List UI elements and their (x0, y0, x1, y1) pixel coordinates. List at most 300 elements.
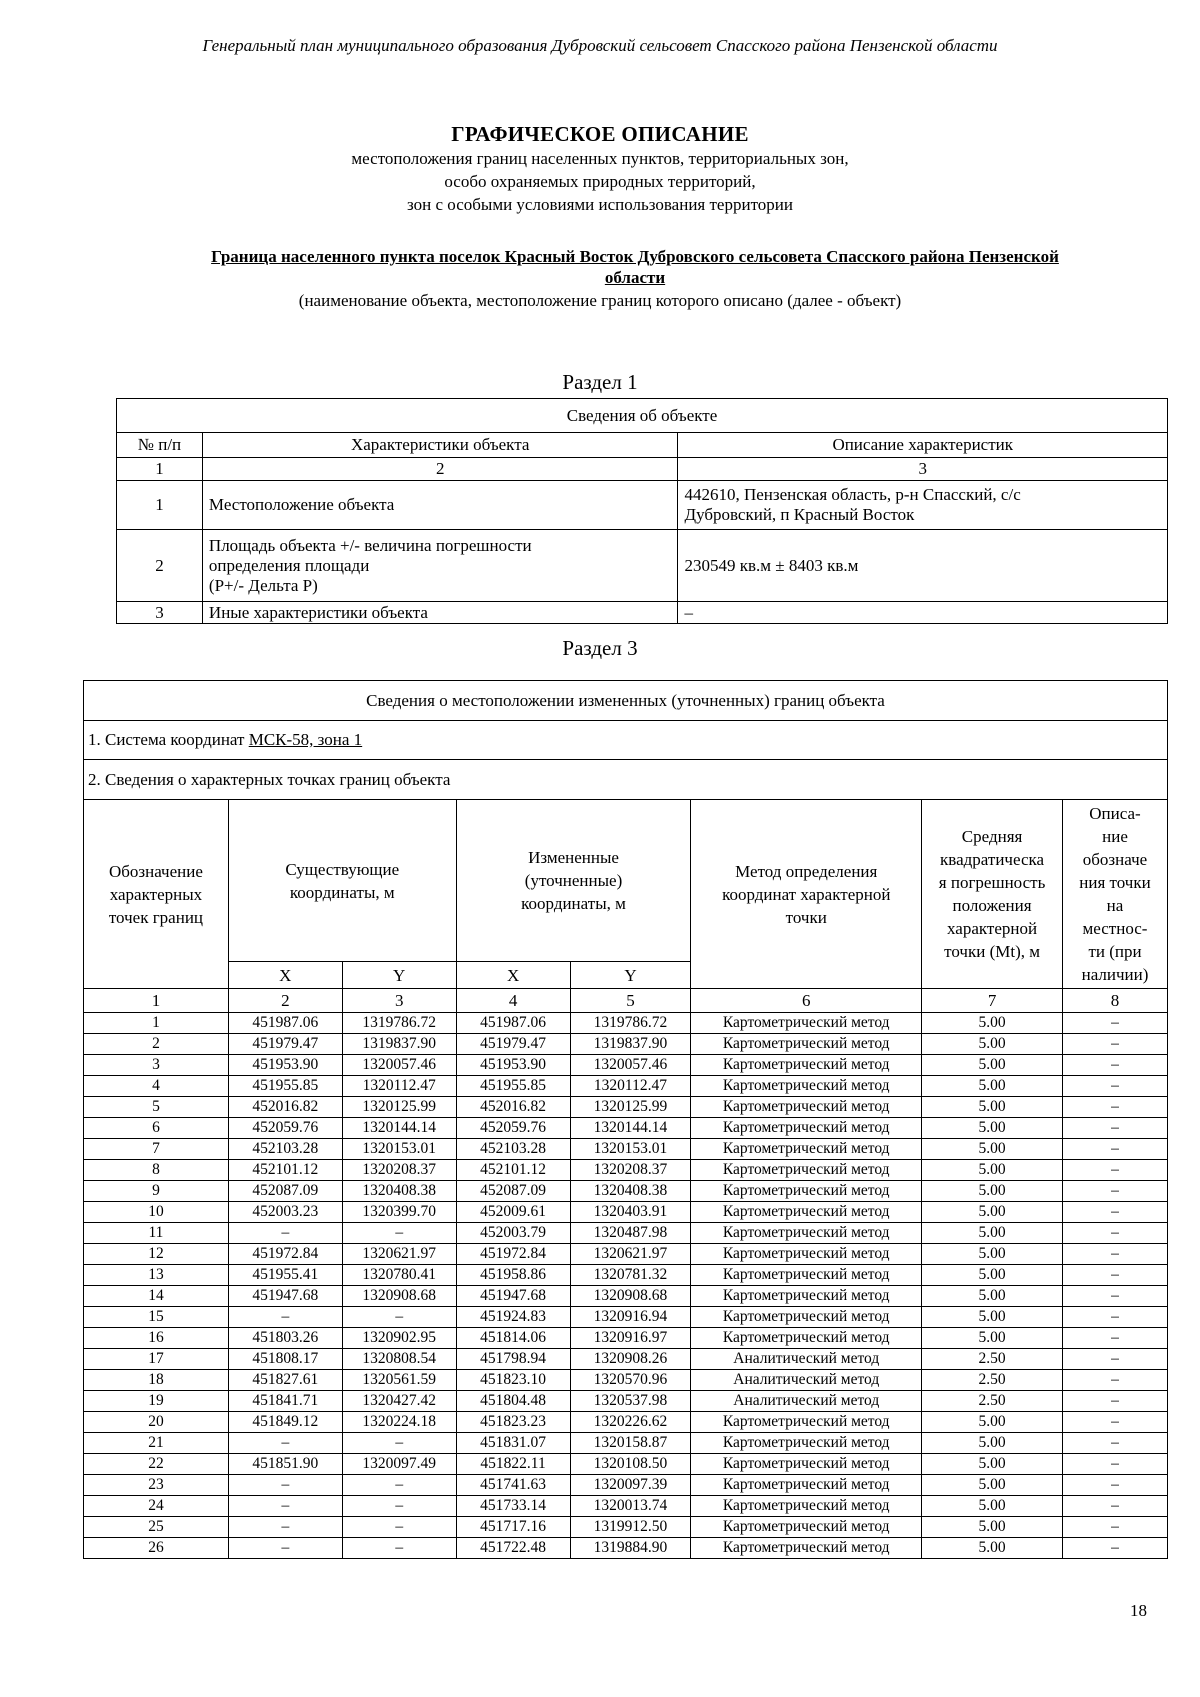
changed-x: 451823.23 (456, 1412, 570, 1433)
section1-caption: Сведения об объекте (117, 399, 1168, 433)
table-row (84, 1034, 1168, 1055)
page-number: 18 (1130, 1601, 1147, 1620)
header-line: я погрешность (938, 873, 1046, 892)
point-description: – (1063, 1454, 1168, 1475)
section3-table (83, 680, 1168, 1559)
point-description: – (1063, 1433, 1168, 1454)
point-id: 15 (84, 1307, 229, 1328)
existing-x: 451808.17 (228, 1349, 342, 1370)
table-row (84, 1412, 1168, 1433)
point-id: 13 (84, 1265, 229, 1286)
point-id: 12 (84, 1244, 229, 1265)
section3-caption: Сведения о местоположении измененных (уточненных) границ объекта (84, 681, 1168, 721)
table-row (117, 530, 1168, 602)
table-row (117, 602, 1168, 624)
row-characteristic (202, 530, 678, 602)
changed-y: 1320144.14 (570, 1118, 691, 1139)
row-description (678, 481, 1168, 530)
existing-y: 1320153.01 (342, 1139, 456, 1160)
col-number: 1 (117, 458, 203, 481)
characteristic-line: Площадь объекта +/- величина погрешности (208, 535, 532, 555)
point-description: – (1063, 1034, 1168, 1055)
method: Картометрический метод (691, 1496, 922, 1517)
existing-x: – (228, 1496, 342, 1517)
row-num: 1 (117, 481, 203, 530)
point-description: – (1063, 1139, 1168, 1160)
existing-y: 1320808.54 (342, 1349, 456, 1370)
point-description: – (1063, 1538, 1168, 1559)
section3-label: Раздел 3 (562, 636, 638, 660)
existing-x: 452087.09 (228, 1181, 342, 1202)
error: 2.50 (922, 1370, 1063, 1391)
table-row (84, 1160, 1168, 1181)
col-number: 1 (84, 989, 229, 1013)
existing-y: 1320561.59 (342, 1370, 456, 1391)
table-row (84, 1433, 1168, 1454)
method: Картометрический метод (691, 1286, 922, 1307)
existing-y: – (342, 1517, 456, 1538)
point-id: 20 (84, 1412, 229, 1433)
existing-x: – (228, 1517, 342, 1538)
method: Картометрический метод (691, 1034, 922, 1055)
table-row (84, 1202, 1168, 1223)
changed-y: 1320408.38 (570, 1181, 691, 1202)
header-line: координат характерной (722, 884, 891, 904)
changed-y: 1320916.97 (570, 1328, 691, 1349)
header-line: характерной (947, 919, 1038, 938)
method: Картометрический метод (691, 1181, 922, 1202)
changed-y: 1320487.98 (570, 1223, 691, 1244)
changed-x: 451717.16 (456, 1517, 570, 1538)
existing-x: 452003.23 (228, 1202, 342, 1223)
existing-x: 451955.85 (228, 1076, 342, 1097)
method: Картометрический метод (691, 1139, 922, 1160)
header-line: ние (1102, 827, 1128, 846)
error: 5.00 (922, 1244, 1063, 1265)
error: 5.00 (922, 1433, 1063, 1454)
description-line: 442610, Пензенская область, р-н Спасский, с/с (684, 485, 1021, 504)
header-error (922, 800, 1063, 989)
point-id: 7 (84, 1139, 229, 1160)
error: 5.00 (922, 1034, 1063, 1055)
changed-x: 451972.84 (456, 1244, 570, 1265)
table-row (84, 1181, 1168, 1202)
header-x: X (228, 962, 342, 989)
changed-y: 1320158.87 (570, 1433, 691, 1454)
point-id: 25 (84, 1517, 229, 1538)
error: 5.00 (922, 1517, 1063, 1538)
point-description: – (1063, 1076, 1168, 1097)
changed-x: 451953.90 (456, 1055, 570, 1076)
table-row (84, 1307, 1168, 1328)
existing-y: 1320780.41 (342, 1265, 456, 1286)
error: 2.50 (922, 1391, 1063, 1412)
method: Картометрический метод (691, 1265, 922, 1286)
points-caption: 2. Сведения о характерных точках границ объекта (84, 760, 1168, 800)
method: Картометрический метод (691, 1097, 922, 1118)
header-num: № п/п (117, 433, 203, 458)
point-description: – (1063, 1265, 1168, 1286)
point-id: 19 (84, 1391, 229, 1412)
point-id: 9 (84, 1181, 229, 1202)
changed-x: 451958.86 (456, 1265, 570, 1286)
point-id: 3 (84, 1055, 229, 1076)
changed-x: 451733.14 (456, 1496, 570, 1517)
point-description: – (1063, 1391, 1168, 1412)
error: 5.00 (922, 1454, 1063, 1475)
table-row (84, 1139, 1168, 1160)
point-id: 16 (84, 1328, 229, 1349)
row-description: – (678, 602, 1168, 624)
existing-x: 451979.47 (228, 1034, 342, 1055)
existing-x: – (228, 1538, 342, 1559)
changed-x: 451798.94 (456, 1349, 570, 1370)
coordinate-system-prefix: 1. Система координат (88, 730, 249, 749)
error: 5.00 (922, 1097, 1063, 1118)
error: 5.00 (922, 1286, 1063, 1307)
changed-x: 451822.11 (456, 1454, 570, 1475)
point-id: 10 (84, 1202, 229, 1223)
col-number: 5 (570, 989, 691, 1013)
changed-y: 1320108.50 (570, 1454, 691, 1475)
error: 5.00 (922, 1118, 1063, 1139)
point-id: 1 (84, 1013, 229, 1034)
changed-y: 1320057.46 (570, 1055, 691, 1076)
changed-x: 452003.79 (456, 1223, 570, 1244)
table-row (84, 1097, 1168, 1118)
changed-x: 451979.47 (456, 1034, 570, 1055)
table-row (84, 1223, 1168, 1244)
header-line: точки (Mt), м (944, 942, 1040, 961)
subtitle-line-1: местоположения границ населенных пунктов, территориальных зон, (351, 149, 849, 168)
method: Картометрический метод (691, 1160, 922, 1181)
existing-y: 1320399.70 (342, 1202, 456, 1223)
table-row (84, 1328, 1168, 1349)
row-num: 3 (117, 602, 203, 624)
existing-y: 1320427.42 (342, 1391, 456, 1412)
existing-x: – (228, 1433, 342, 1454)
col-number: 3 (342, 989, 456, 1013)
section1-table (116, 398, 1168, 624)
error: 5.00 (922, 1538, 1063, 1559)
header-line: координаты, м (521, 894, 626, 913)
error: 5.00 (922, 1307, 1063, 1328)
characteristic-line: (P+/- Дельта P) (208, 575, 318, 595)
existing-y: 1320125.99 (342, 1097, 456, 1118)
table-row (84, 1244, 1168, 1265)
table-row (84, 1286, 1168, 1307)
point-id: 11 (84, 1223, 229, 1244)
table-row (117, 481, 1168, 530)
header-point (84, 800, 229, 989)
header-line: на (1106, 896, 1124, 915)
col-number: 4 (456, 989, 570, 1013)
changed-y: 1320112.47 (570, 1076, 691, 1097)
point-description: – (1063, 1223, 1168, 1244)
running-header: Генеральный план муниципального образования Дубровский сельсовет Спасского района Пензенской области (202, 36, 998, 55)
point-description: – (1063, 1202, 1168, 1223)
header-line: Измененные (528, 848, 619, 867)
point-id: 21 (84, 1433, 229, 1454)
header-line: характерных (109, 884, 203, 904)
error: 5.00 (922, 1223, 1063, 1244)
existing-x: – (228, 1223, 342, 1244)
header-line: координаты, м (289, 882, 395, 902)
method: Аналитический метод (691, 1349, 922, 1370)
changed-x: 451814.06 (456, 1328, 570, 1349)
point-id: 24 (84, 1496, 229, 1517)
changed-x: 452103.28 (456, 1139, 570, 1160)
existing-y: 1320144.14 (342, 1118, 456, 1139)
header-line: Существующие (285, 859, 400, 879)
existing-x: 451841.71 (228, 1391, 342, 1412)
point-description: – (1063, 1097, 1168, 1118)
existing-y: 1320908.68 (342, 1286, 456, 1307)
changed-y: 1320097.39 (570, 1475, 691, 1496)
error: 5.00 (922, 1181, 1063, 1202)
method: Картометрический метод (691, 1223, 922, 1244)
point-description: – (1063, 1496, 1168, 1517)
point-id: 14 (84, 1286, 229, 1307)
changed-x: 452087.09 (456, 1181, 570, 1202)
existing-x: 451849.12 (228, 1412, 342, 1433)
changed-y: 1320908.68 (570, 1286, 691, 1307)
row-characteristic: Местоположение объекта (202, 481, 678, 530)
existing-y: 1319786.72 (342, 1013, 456, 1034)
existing-x: 451955.41 (228, 1265, 342, 1286)
row-characteristic: Иные характеристики объекта (202, 602, 678, 624)
section1-label: Раздел 1 (562, 370, 638, 394)
header-line: Описа- (1089, 804, 1141, 823)
table-row (84, 1013, 1168, 1034)
header-description: Описание характеристик (678, 433, 1168, 458)
header-characteristic: Характеристики объекта (202, 433, 678, 458)
changed-y: 1320781.32 (570, 1265, 691, 1286)
header-line: Обозначение (108, 861, 203, 881)
existing-y: – (342, 1496, 456, 1517)
table-row (84, 1496, 1168, 1517)
table-row (84, 1118, 1168, 1139)
existing-x: 452101.12 (228, 1160, 342, 1181)
header-line: точек границ (108, 907, 204, 927)
existing-x: 451987.06 (228, 1013, 342, 1034)
header-line: ти (при (1088, 942, 1142, 961)
col-number: 2 (228, 989, 342, 1013)
header-line: точки (785, 907, 827, 927)
point-description: – (1063, 1475, 1168, 1496)
method: Картометрический метод (691, 1433, 922, 1454)
point-id: 18 (84, 1370, 229, 1391)
header-changed (456, 800, 691, 962)
existing-x: 451947.68 (228, 1286, 342, 1307)
changed-y: 1319786.72 (570, 1013, 691, 1034)
method: Картометрический метод (691, 1055, 922, 1076)
method: Картометрический метод (691, 1328, 922, 1349)
method: Картометрический метод (691, 1013, 922, 1034)
column-numbers-row (84, 989, 1168, 1013)
method: Аналитический метод (691, 1391, 922, 1412)
existing-x: – (228, 1307, 342, 1328)
point-description: – (1063, 1349, 1168, 1370)
error: 5.00 (922, 1496, 1063, 1517)
point-id: 17 (84, 1349, 229, 1370)
changed-x: 452016.82 (456, 1097, 570, 1118)
row-description: 230549 кв.м ± 8403 кв.м (678, 530, 1168, 602)
changed-y: 1320125.99 (570, 1097, 691, 1118)
point-description: – (1063, 1328, 1168, 1349)
object-note: (наименование объекта, местоположение границ которого описано (далее - объект) (298, 291, 902, 310)
point-description: – (1063, 1055, 1168, 1076)
point-id: 26 (84, 1538, 229, 1559)
existing-y: – (342, 1223, 456, 1244)
characteristic-line: определения площади (208, 555, 370, 575)
method: Картометрический метод (691, 1454, 922, 1475)
header-existing (228, 800, 456, 962)
document-title: ГРАФИЧЕСКОЕ ОПИСАНИЕ (451, 122, 749, 146)
existing-x: 452103.28 (228, 1139, 342, 1160)
changed-y: 1320621.97 (570, 1244, 691, 1265)
existing-x: 451851.90 (228, 1454, 342, 1475)
point-description: – (1063, 1160, 1168, 1181)
existing-x: 451827.61 (228, 1370, 342, 1391)
existing-y: – (342, 1538, 456, 1559)
header-line: Метод определения (735, 861, 878, 881)
changed-x: 451741.63 (456, 1475, 570, 1496)
header-line: положения (952, 896, 1032, 915)
error: 5.00 (922, 1328, 1063, 1349)
point-description: – (1063, 1013, 1168, 1034)
method: Аналитический метод (691, 1370, 922, 1391)
changed-y: 1320916.94 (570, 1307, 691, 1328)
changed-y: 1319912.50 (570, 1517, 691, 1538)
changed-x: 451987.06 (456, 1013, 570, 1034)
method: Картометрический метод (691, 1118, 922, 1139)
header-line: квадратическа (940, 850, 1045, 869)
point-description: – (1063, 1517, 1168, 1538)
existing-x: 452016.82 (228, 1097, 342, 1118)
col-number: 2 (202, 458, 678, 481)
point-description: – (1063, 1118, 1168, 1139)
table-row (84, 1055, 1168, 1076)
existing-y: 1320408.38 (342, 1181, 456, 1202)
point-id: 2 (84, 1034, 229, 1055)
error: 5.00 (922, 1013, 1063, 1034)
col-number: 3 (678, 458, 1168, 481)
object-name-line-2: области (604, 268, 666, 287)
point-description: – (1063, 1181, 1168, 1202)
existing-y: 1320057.46 (342, 1055, 456, 1076)
changed-x: 451722.48 (456, 1538, 570, 1559)
header-line: обозначе (1082, 850, 1148, 869)
changed-y: 1319884.90 (570, 1538, 691, 1559)
table-row (84, 1454, 1168, 1475)
existing-y: 1320621.97 (342, 1244, 456, 1265)
changed-y: 1320537.98 (570, 1391, 691, 1412)
error: 5.00 (922, 1055, 1063, 1076)
title-block (0, 122, 1200, 216)
point-description: – (1063, 1412, 1168, 1433)
changed-x: 451947.68 (456, 1286, 570, 1307)
changed-x: 452101.12 (456, 1160, 570, 1181)
table-row (84, 1391, 1168, 1412)
point-description: – (1063, 1286, 1168, 1307)
col-number: 7 (922, 989, 1063, 1013)
changed-y: 1320013.74 (570, 1496, 691, 1517)
changed-x: 451823.10 (456, 1370, 570, 1391)
header-x: X (456, 962, 570, 989)
object-name (120, 246, 1150, 288)
error: 5.00 (922, 1139, 1063, 1160)
header-line: местнос- (1082, 919, 1148, 938)
object-name-line-1: Граница населенного пункта поселок Красный Восток Дубровского сельсовета Спасского района Пензенской (211, 247, 1059, 266)
table-row (84, 1265, 1168, 1286)
coordinate-system (84, 721, 1168, 760)
point-description: – (1063, 1244, 1168, 1265)
method: Картометрический метод (691, 1412, 922, 1433)
header-description (1063, 800, 1168, 989)
existing-x: 452059.76 (228, 1118, 342, 1139)
point-description: – (1063, 1307, 1168, 1328)
header-line: (уточненные) (524, 871, 623, 890)
existing-y: 1320097.49 (342, 1454, 456, 1475)
point-id: 4 (84, 1076, 229, 1097)
point-description: – (1063, 1370, 1168, 1391)
coordinate-system-value: МСК-58, зона 1 (248, 730, 363, 749)
point-id: 22 (84, 1454, 229, 1475)
col-number: 8 (1063, 989, 1168, 1013)
existing-x: 451953.90 (228, 1055, 342, 1076)
changed-y: 1320226.62 (570, 1412, 691, 1433)
method: Картометрический метод (691, 1475, 922, 1496)
method: Картометрический метод (691, 1307, 922, 1328)
method: Картометрический метод (691, 1517, 922, 1538)
header-y: Y (570, 962, 691, 989)
existing-y: 1320208.37 (342, 1160, 456, 1181)
row-num: 2 (117, 530, 203, 602)
changed-x: 452059.76 (456, 1118, 570, 1139)
method: Картометрический метод (691, 1538, 922, 1559)
existing-y: – (342, 1307, 456, 1328)
table-row (84, 1370, 1168, 1391)
error: 2.50 (922, 1349, 1063, 1370)
point-id: 23 (84, 1475, 229, 1496)
changed-y: 1320570.96 (570, 1370, 691, 1391)
header-line: Средняя (961, 827, 1023, 846)
error: 5.00 (922, 1475, 1063, 1496)
subtitle-line-3: зон с особыми условиями использования территории (407, 195, 793, 214)
point-id: 5 (84, 1097, 229, 1118)
table-row (84, 1349, 1168, 1370)
error: 5.00 (922, 1412, 1063, 1433)
method: Картометрический метод (691, 1202, 922, 1223)
table-row (84, 1538, 1168, 1559)
existing-y: – (342, 1433, 456, 1454)
table-row (84, 1475, 1168, 1496)
header-y: Y (342, 962, 456, 989)
changed-y: 1320208.37 (570, 1160, 691, 1181)
changed-x: 451924.83 (456, 1307, 570, 1328)
changed-x: 451804.48 (456, 1391, 570, 1412)
header-line: ния точки (1079, 873, 1151, 892)
existing-y: 1319837.90 (342, 1034, 456, 1055)
col-number: 6 (691, 989, 922, 1013)
changed-x: 452009.61 (456, 1202, 570, 1223)
point-id: 6 (84, 1118, 229, 1139)
existing-x: – (228, 1475, 342, 1496)
existing-y: – (342, 1475, 456, 1496)
existing-y: 1320112.47 (342, 1076, 456, 1097)
description-line: Дубровский, п Красный Восток (684, 505, 915, 524)
